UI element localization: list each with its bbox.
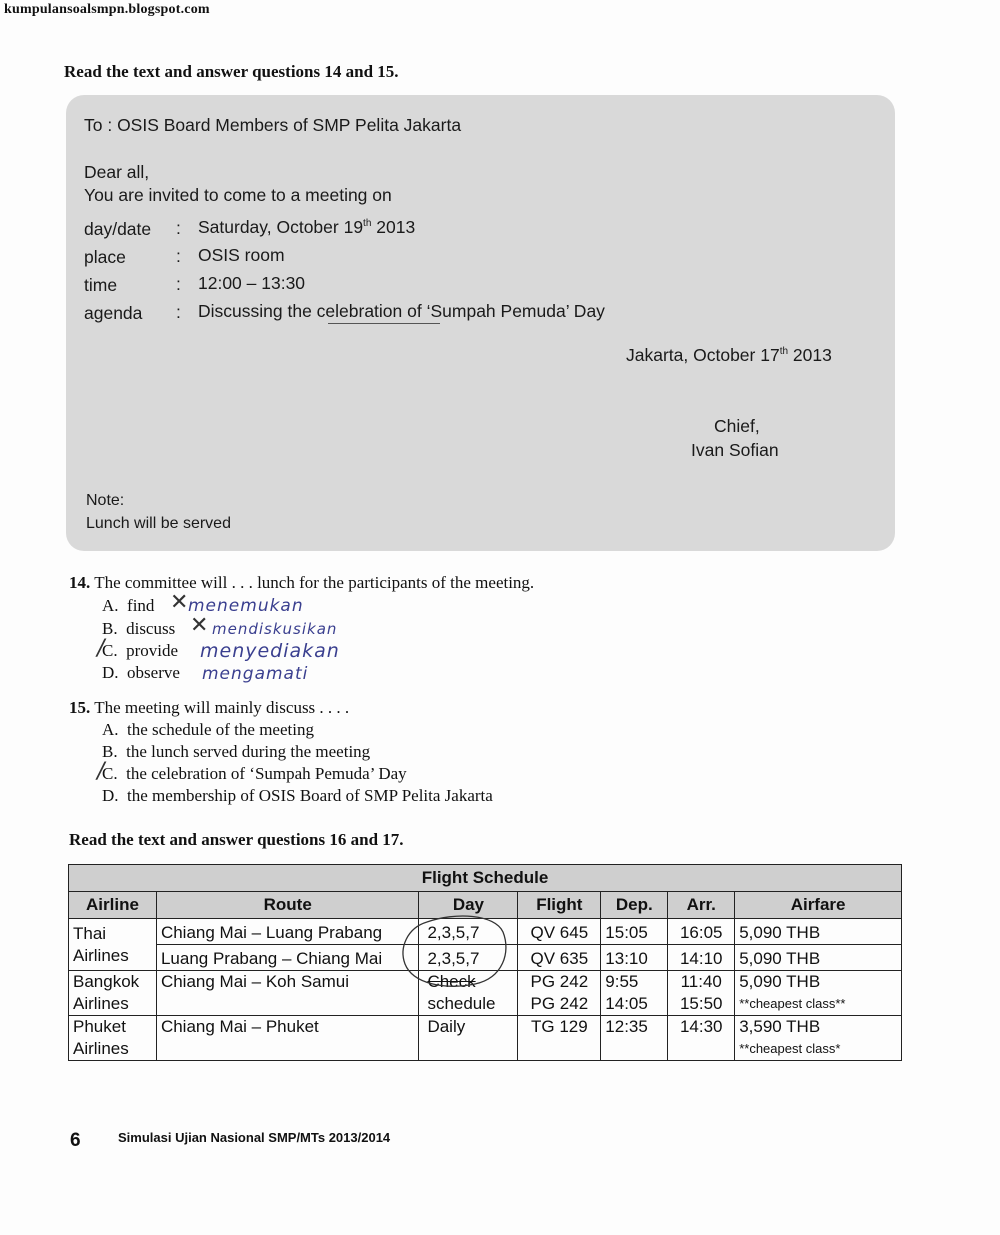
q14-option-a: A. find <box>102 596 155 615</box>
cross-mark-icon: ✕ <box>190 613 209 638</box>
q14-option-c: C. provide <box>102 641 179 660</box>
fare-cell: 3,590 THB **cheapest class* <box>735 1016 902 1061</box>
table-title: Flight Schedule <box>69 865 902 892</box>
fare-cell: 5,090 THB <box>735 945 902 971</box>
q14-option-b: B. discuss <box>102 619 176 638</box>
day-cell: Check schedule <box>419 971 518 1016</box>
section2-heading: Read the text and answer questions 16 and 17. <box>69 830 404 849</box>
day-cell: 2,3,5,7 <box>419 945 518 971</box>
q14-option-d: D. observe <box>102 663 180 682</box>
flight-cell: QV 645 <box>518 919 601 945</box>
dep-cell: 15:05 <box>601 919 668 945</box>
flight-cell: PG 242 PG 242 <box>518 971 601 1016</box>
arr-cell: 16:05 <box>668 919 735 945</box>
row-agenda-colon: : <box>176 302 181 322</box>
col-flight: Flight <box>518 892 601 919</box>
row-place-colon: : <box>176 246 181 266</box>
row-place-value: OSIS room <box>198 245 285 265</box>
handwritten-note-b: mendiskusikan <box>212 620 338 638</box>
section1-heading: Read the text and answer questions 14 and 15. <box>64 62 399 81</box>
q15-option-c: C. the celebration of ‘Sumpah Pemuda’ Day <box>102 764 407 783</box>
col-airline: Airline <box>69 892 157 919</box>
fare-cell: 5,090 THB <box>735 919 902 945</box>
arr-cell: 14:30 <box>668 1016 735 1061</box>
blog-url: kumpulansoalsmpn.blogspot.com <box>4 2 210 17</box>
invitation-to: To : OSIS Board Members of SMP Pelita Jakarta <box>84 115 462 135</box>
q15-option-d: D. the membership of OSIS Board of SMP Pelita Jakarta <box>102 786 493 805</box>
flight-cell: QV 635 <box>518 945 601 971</box>
route-cell: Chiang Mai – Koh Samui <box>156 971 418 1016</box>
q15-option-b: B. the lunch served during the meeting <box>102 742 371 761</box>
handwritten-note-a: menemukan <box>188 596 304 616</box>
dep-cell: 12:35 <box>601 1016 668 1061</box>
handwritten-circle <box>395 912 525 992</box>
flight-cell: TG 129 <box>518 1016 601 1061</box>
row-agenda-value: Discussing the celebration of ‘Sumpah Pemuda’ Day <box>198 301 605 321</box>
airline-phuket: Phuket Airlines <box>69 1016 157 1061</box>
dep-cell: 13:10 <box>601 945 668 971</box>
row-place-label: place <box>84 247 126 267</box>
question-15: 15. The meeting will mainly discuss . . . . <box>69 698 350 717</box>
invitation-intro: You are invited to come to a meeting on <box>84 185 392 205</box>
answer-slash-icon: / <box>97 759 105 784</box>
handwritten-note-d: mengamati <box>202 664 309 684</box>
route-cell: Chiang Mai – Phuket <box>156 1016 418 1061</box>
airline-bangkok: Bangkok Airlines <box>69 971 157 1016</box>
day-cell: Daily <box>419 1016 518 1061</box>
handwritten-note-c: menyediakan <box>200 640 340 662</box>
note-label: Note: <box>86 492 125 509</box>
invitation-card <box>66 95 895 551</box>
footer-title: Simulasi Ujian Nasional SMP/MTs 2013/2014 <box>118 1130 391 1145</box>
cross-mark-icon: ✕ <box>170 590 189 615</box>
airline-thai: Thai Airlines <box>69 919 157 971</box>
route-cell: Chiang Mai – Luang Prabang <box>156 919 418 945</box>
answer-slash-icon: / <box>97 636 105 661</box>
note-text: Lunch will be served <box>86 515 231 532</box>
invitation-greeting: Dear all, <box>84 162 150 182</box>
row-time-colon: : <box>176 274 181 294</box>
day-cell: 2,3,5,7 <box>419 919 518 945</box>
row-agenda-label: agenda <box>84 303 143 323</box>
invitation-place-date: Jakarta, October 17th 2013 <box>626 345 832 365</box>
fare-cell: 5,090 THB **cheapest class** <box>735 971 902 1016</box>
arr-cell: 11:40 15:50 <box>668 971 735 1016</box>
row-daydate-label: day/date <box>84 219 152 239</box>
row-time-label: time <box>84 275 118 295</box>
arr-cell: 14:10 <box>668 945 735 971</box>
page-number: 6 <box>70 1130 81 1151</box>
row-daydate-colon: : <box>176 218 181 238</box>
col-dep: Dep. <box>601 892 668 919</box>
question-14: 14. The committee will . . . lunch for the participants of the meeting. <box>69 573 535 592</box>
col-day: Day <box>419 892 518 919</box>
col-airfare: Airfare <box>735 892 902 919</box>
col-arr: Arr. <box>668 892 735 919</box>
route-cell: Luang Prabang – Chiang Mai <box>156 945 418 971</box>
handwritten-underline <box>328 323 440 324</box>
signer-name: Ivan Sofian <box>691 440 779 460</box>
row-time-value: 12:00 – 13:30 <box>198 273 306 293</box>
q15-option-a: A. the schedule of the meeting <box>102 720 314 739</box>
col-route: Route <box>156 892 418 919</box>
row-daydate-value: Saturday, October 19th 2013 <box>198 217 416 237</box>
signer-title: Chief, <box>714 416 760 436</box>
table-row <box>69 1016 902 1061</box>
dep-cell: 9:55 14:05 <box>601 971 668 1016</box>
